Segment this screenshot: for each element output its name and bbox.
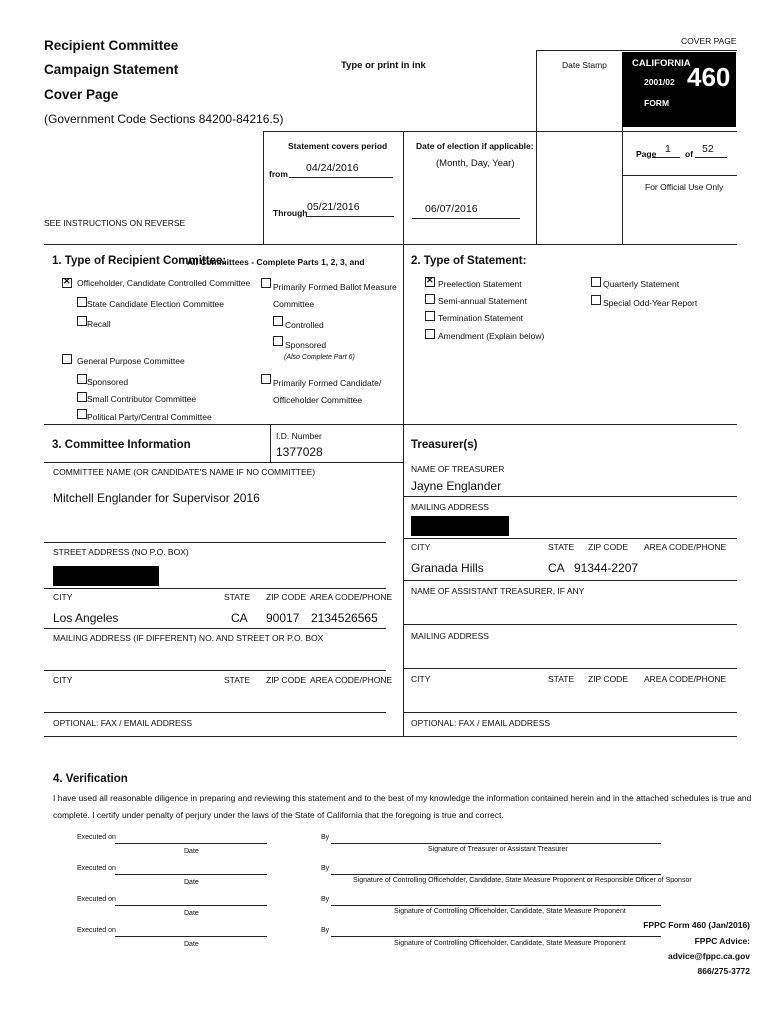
state-candidate-label: State Candidate Election Committee: [87, 299, 225, 309]
center-column-divider: [403, 244, 404, 736]
treasurer-zip-label: ZIP CODE: [588, 542, 628, 552]
committee-name-label: COMMITTEE NAME (OR CANDIDATE'S NAME IF NO COMMITTEE): [53, 467, 316, 477]
treasurer-title: Treasurer(s): [411, 439, 478, 451]
section1-title: 1. Type of Recipient Committee:: [52, 255, 227, 267]
period-through-label: Through: [273, 208, 308, 218]
signature-line-2[interactable]: [331, 874, 661, 875]
fppc-form-info: FPPC Form 460 (Jan/2016): [643, 920, 750, 930]
treasurer-name-line: [403, 496, 737, 497]
date-label-4: Date: [184, 941, 199, 948]
bm-sponsored-label: Sponsored: [285, 340, 327, 350]
by-label-3: By: [321, 896, 330, 903]
election-date-value[interactable]: 06/07/2016: [425, 203, 478, 215]
signature-line-3[interactable]: [331, 905, 661, 906]
page-label: Page: [636, 149, 657, 159]
recall-checkbox[interactable]: [77, 316, 87, 326]
semiannual-checkbox[interactable]: [425, 294, 435, 304]
id-number-label: I.D. Number: [276, 431, 322, 441]
election-sub-label: (Month, Day, Year): [436, 158, 515, 169]
official-use-top-line: [622, 175, 737, 176]
form-title-line2: Campaign Statement: [44, 62, 179, 77]
gov-code-sections: (Government Code Sections 84200-84216.5): [44, 112, 284, 126]
primarily-candidate-checkbox[interactable]: [261, 374, 271, 384]
fppc-advice-label: FPPC Advice:: [694, 936, 750, 946]
officeholder-label: Officeholder, Candidate Controlled Committee: [77, 278, 251, 288]
period-through-line: [306, 216, 394, 217]
id-number-bottom-line: [44, 462, 403, 463]
area-phone-label: AREA CODE/PHONE: [310, 592, 393, 602]
general-purpose-label: General Purpose Committee: [77, 356, 185, 366]
political-party-label: Political Party/Central Committee: [87, 412, 212, 422]
date-line-3[interactable]: [115, 905, 267, 906]
state-candidate-checkbox[interactable]: [77, 297, 87, 307]
period-from-line: [289, 177, 393, 178]
by-label-1: By: [321, 834, 330, 841]
amendment-label: Amendment (Explain below): [438, 331, 545, 341]
street-address-label: STREET ADDRESS (NO P.O. BOX): [53, 547, 189, 557]
executed-on-label-1: Executed on: [77, 834, 116, 841]
officeholder-checkbox[interactable]: [62, 278, 72, 288]
committee-name-line: [44, 542, 386, 543]
fppc-phone: 866/275-3772: [697, 966, 750, 976]
fppc-email[interactable]: advice@fppc.ca.gov: [668, 951, 750, 961]
treasurer-state-label: STATE: [548, 542, 575, 552]
asst-treasurer-line: [403, 624, 737, 625]
optional-fax-email-label: OPTIONAL: FAX / EMAIL ADDRESS: [53, 718, 193, 728]
executed-on-label-3: Executed on: [77, 896, 116, 903]
period-through-value[interactable]: 05/21/2016: [307, 201, 360, 213]
also-complete-note: (Also Complete Part 6): [284, 354, 355, 361]
treasurer-city-line: [403, 580, 737, 581]
treasurer-city-label: CITY: [411, 542, 431, 552]
signature-caption-3: Signature of Controlling Officeholder, Candidate, State Measure Proponent: [394, 908, 626, 915]
city2-line: [44, 712, 386, 713]
date-line-4[interactable]: [115, 936, 267, 937]
bm-controlled-checkbox[interactable]: [273, 316, 283, 326]
period-left-border: [263, 131, 264, 244]
by-label-4: By: [321, 927, 330, 934]
form-year: 2001/02: [644, 77, 675, 87]
signature-caption-2: Signature of Controlling Officeholder, Candidate, State Measure Proponent or Responsible Officer of Sponsor: [353, 877, 692, 884]
period-top-border: [263, 131, 737, 132]
asst-mailing-line: [403, 668, 737, 669]
signature-line-4[interactable]: [331, 936, 661, 937]
gp-sponsored-label: Sponsored: [87, 377, 129, 387]
zip-label: ZIP CODE: [266, 592, 306, 602]
page-number-value[interactable]: 1: [665, 143, 671, 155]
date-line-1[interactable]: [115, 843, 267, 844]
asst-city-label: CITY: [411, 674, 431, 684]
date-stamp-left-border: [536, 50, 537, 244]
political-party-checkbox[interactable]: [77, 409, 87, 419]
bm-sponsored-checkbox[interactable]: [273, 336, 283, 346]
asst-treasurer-label: NAME OF ASSISTANT TREASURER, IF ANY: [411, 586, 585, 596]
preelection-checkbox[interactable]: [425, 277, 435, 287]
signature-caption-1: Signature of Treasurer or Assistant Treasurer: [428, 846, 568, 853]
primarily-candidate-label-2: Officeholder Committee: [273, 395, 363, 405]
date-stamp-label: Date Stamp: [562, 60, 607, 70]
id-number-value[interactable]: 1377028: [276, 445, 323, 459]
quarterly-checkbox[interactable]: [591, 277, 601, 287]
asst-city-line: [403, 712, 737, 713]
treasurer-name-value[interactable]: Jayne Englander: [411, 479, 502, 493]
city-line: [44, 628, 386, 629]
election-label: Date of election if applicable:: [416, 141, 534, 151]
special-odd-year-checkbox[interactable]: [591, 295, 601, 305]
treasurer-mailing-label: MAILING ADDRESS: [411, 502, 489, 512]
semiannual-label: Semi-annual Statement: [438, 296, 527, 306]
verification-text-line1: I have used all reasonable diligence in preparing and reviewing this statement and to the best of my knowledge the information contained herein and in the attached schedules is true and: [53, 793, 752, 803]
california-label: CALIFORNIA: [632, 58, 691, 69]
date-label-1: Date: [184, 848, 199, 855]
of-label: of: [685, 149, 694, 159]
small-contributor-label: Small Contributor Committee: [87, 394, 197, 404]
form-460-badge: [622, 52, 736, 127]
form-title-line1: Recipient Committee: [44, 38, 179, 53]
quarterly-label: Quarterly Statement: [603, 279, 680, 289]
id-number-divider: [270, 424, 271, 462]
section4-top-border: [44, 736, 737, 737]
date-label-3: Date: [184, 910, 199, 917]
date-line-2[interactable]: [115, 874, 267, 875]
zip2-label: ZIP CODE: [266, 675, 306, 685]
treasurer-zip-value[interactable]: 91344-2207: [574, 561, 639, 575]
page-number-line: [652, 157, 680, 158]
phone-value[interactable]: 2134526565: [311, 611, 378, 625]
recall-label: Recall: [87, 319, 111, 329]
gp-sponsored-checkbox[interactable]: [77, 374, 87, 384]
verification-text-line2: complete. I certify under penalty of perjury under the laws of the State of California that the foregoing is true and correct.: [53, 810, 504, 820]
treasurer-area-label: AREA CODE/PHONE: [644, 542, 727, 552]
zip-value[interactable]: 90017: [266, 611, 300, 625]
state2-label: STATE: [224, 675, 251, 685]
treasurer-state-value[interactable]: CA: [548, 561, 565, 575]
official-use-label: For Official Use Only: [645, 182, 724, 192]
mailing-address-label: MAILING ADDRESS (IF DIFFERENT) NO. AND STREET OR P.O. BOX: [53, 633, 324, 643]
termination-checkbox[interactable]: [425, 311, 435, 321]
official-use-divider: [622, 127, 623, 244]
page-total-line: [695, 157, 727, 158]
by-label-2: By: [321, 865, 330, 872]
form-title-line3: Cover Page: [44, 87, 119, 102]
asst-zip-label: ZIP CODE: [588, 674, 628, 684]
state-value[interactable]: CA: [231, 611, 248, 625]
ballot-measure-checkbox[interactable]: [261, 278, 271, 288]
form-number: 460: [687, 62, 731, 92]
treasurer-name-label: NAME OF TREASURER: [411, 464, 505, 474]
termination-label: Termination Statement: [438, 313, 524, 323]
executed-on-label-2: Executed on: [77, 865, 116, 872]
signature-line-1[interactable]: [331, 843, 661, 844]
section2-title: 2. Type of Statement:: [411, 255, 527, 267]
special-odd-year-label: Special Odd-Year Report: [603, 298, 698, 308]
type-or-print-note: Type or print in ink: [341, 60, 426, 71]
preelection-label: Preelection Statement: [438, 279, 522, 289]
treasurer-city-value[interactable]: Granada Hills: [411, 561, 484, 575]
asst-optional-fax-email-label: OPTIONAL: FAX / EMAIL ADDRESS: [411, 718, 551, 728]
asst-state-label: STATE: [548, 674, 575, 684]
area-phone2-label: AREA CODE/PHONE: [310, 675, 393, 685]
amendment-checkbox[interactable]: [425, 329, 435, 339]
city-label: CITY: [53, 592, 73, 602]
form-word: FORM: [644, 98, 670, 108]
state-label: STATE: [224, 592, 251, 602]
election-date-line: [412, 218, 520, 219]
city-value[interactable]: Los Angeles: [53, 611, 119, 625]
section-top-border: [44, 244, 737, 245]
section3-top-border: [44, 424, 737, 425]
mailing-address-line: [44, 670, 386, 671]
city2-label: CITY: [53, 675, 73, 685]
general-purpose-checkbox[interactable]: [62, 354, 72, 364]
ballot-measure-label: Primarily Formed Ballot Measure: [273, 282, 397, 292]
period-divider: [403, 131, 404, 244]
page-total-value[interactable]: 52: [702, 143, 714, 155]
executed-on-label-4: Executed on: [77, 927, 116, 934]
ballot-measure-label-2: Committee: [273, 299, 315, 309]
street-address-line: [44, 588, 386, 589]
small-contributor-checkbox[interactable]: [77, 392, 87, 402]
section4-title: 4. Verification: [53, 773, 128, 785]
primarily-candidate-label: Primarily Formed Candidate/: [273, 378, 382, 388]
bm-controlled-label: Controlled: [285, 320, 324, 330]
see-instructions-note: SEE INSTRUCTIONS ON REVERSE: [44, 218, 186, 228]
section1-subtitle: All Committees - Complete Parts 1, 2, 3, and: [187, 257, 365, 267]
street-address-redacted: [53, 566, 159, 586]
committee-name-value[interactable]: Mitchell Englander for Supervisor 2016: [53, 491, 260, 505]
period-from-label: from: [269, 169, 288, 179]
signature-caption-4: Signature of Controlling Officeholder, Candidate, State Measure Proponent: [394, 940, 626, 947]
treasurer-address-redacted: [411, 516, 509, 536]
cover-page-label: COVER PAGE: [681, 36, 737, 46]
date-label-2: Date: [184, 879, 199, 886]
asst-area-label: AREA CODE/PHONE: [644, 674, 727, 684]
treasurer-mailing-line: [403, 538, 737, 539]
asst-mailing-label: MAILING ADDRESS: [411, 631, 489, 641]
period-from-value[interactable]: 04/24/2016: [306, 162, 359, 174]
date-stamp-top-border: [536, 50, 737, 51]
period-label: Statement covers period: [288, 141, 388, 151]
section3-title: 3. Committee Information: [52, 439, 191, 451]
